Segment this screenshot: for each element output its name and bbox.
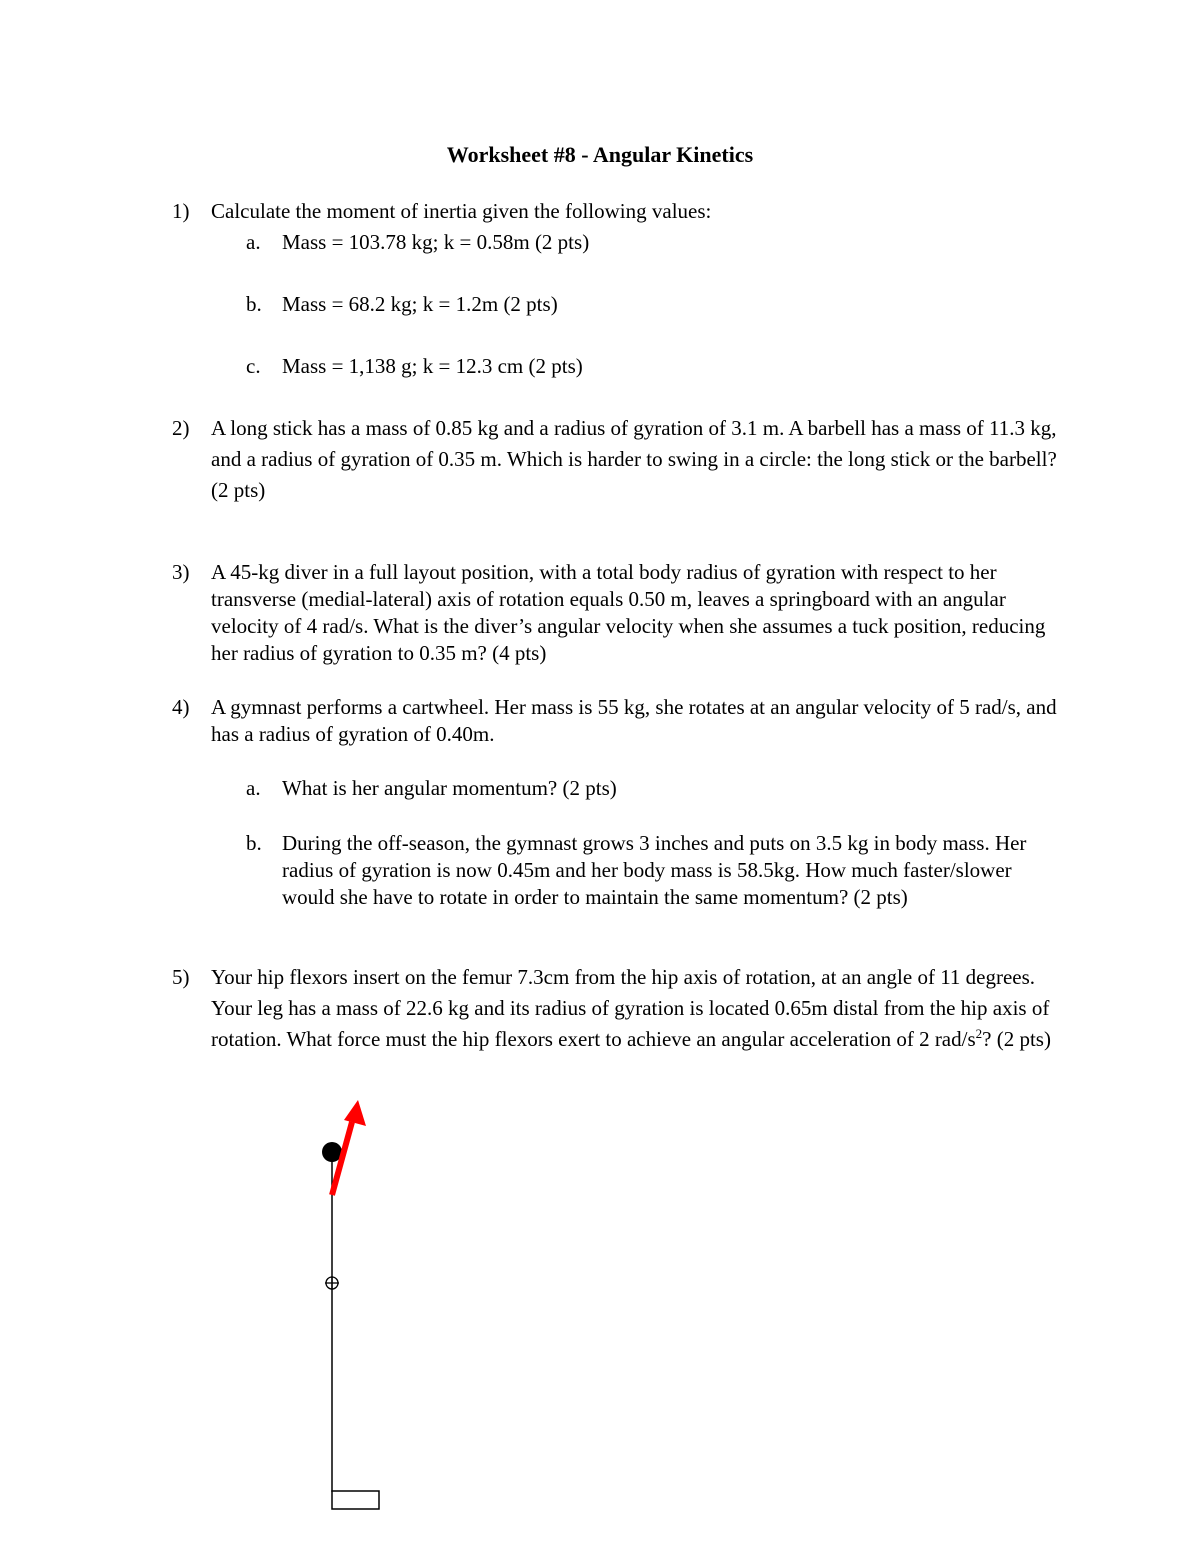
question-2-text: A long stick has a mass of 0.85 kg and a radius of gyration of 3.1 m. A barbell has a mass of 11.3 kg, and a radius of gyration of 0.35 m. Which is harder to swing in a circle: the long stick or the barbell? (2 pts) — [211, 416, 1057, 502]
question-3-number: 3) — [172, 560, 190, 584]
question-4b-letter: b. — [246, 831, 262, 855]
question-1c-letter: c. — [246, 354, 261, 378]
question-1b-text: Mass = 68.2 kg; k = 1.2m (2 pts) — [282, 292, 558, 316]
question-5-number: 5) — [172, 965, 190, 989]
question-4b-text: During the off-season, the gymnast grows 3 inches and puts on 3.5 kg in body mass. Her radius of gyration is now 0.45m and her body mass is 58.5kg. How much faster/slower would she have to rotate in order to maintain the same momentum? (2 pts) — [282, 831, 1027, 909]
question-5-superscript: 2 — [975, 1026, 983, 1041]
question-1c-text: Mass = 1,138 g; k = 12.3 cm (2 pts) — [282, 354, 583, 378]
question-1b-letter: b. — [246, 292, 262, 316]
question-4a-letter: a. — [246, 776, 261, 800]
question-5-text-main: Your hip flexors insert on the femur 7.3cm from the hip axis of rotation, at an angle of 11 degrees. Your leg has a mass of 22.6 kg and its radius of gyration is located 0.65m distal from the hip axis of rotation. What force must the hip flexors exert to achieve an angular acceleration of 2 rad/s — [211, 965, 1050, 1051]
question-3-text: A 45-kg diver in a full layout position, with a total body radius of gyration with respect to her transverse (medial-lateral) axis of rotation equals 0.50 m, leaves a springboard with an angular velocity of 4 rad/s. What is the diver’s angular velocity when she assumes a tuck position, reducing her radius of gyration to 0.35 m? (4 pts) — [211, 560, 1046, 665]
foot-box — [332, 1491, 379, 1509]
question-1-number: 1) — [172, 199, 190, 223]
leg-diagram — [300, 1090, 400, 1520]
center-of-gyration-marker — [325, 1276, 339, 1290]
question-4-number: 4) — [172, 695, 190, 719]
question-5-text — [211, 962, 1071, 1055]
question-4a-text: What is her angular momentum? (2 pts) — [282, 776, 617, 800]
question-2-number: 2) — [172, 416, 190, 440]
question-1-text: Calculate the moment of inertia given the following values: — [211, 199, 712, 223]
question-1a-text: Mass = 103.78 kg; k = 0.58m (2 pts) — [282, 230, 590, 254]
question-1a-letter: a. — [246, 230, 261, 254]
page-title: Worksheet #8 - Angular Kinetics — [446, 142, 754, 167]
question-5-text-end: ? (2 pts) — [982, 1027, 1051, 1051]
question-4-text: A gymnast performs a cartwheel. Her mass is 55 kg, she rotates at an angular velocity of 5 rad/s, and has a radius of gyration of 0.40m. — [211, 695, 1057, 746]
